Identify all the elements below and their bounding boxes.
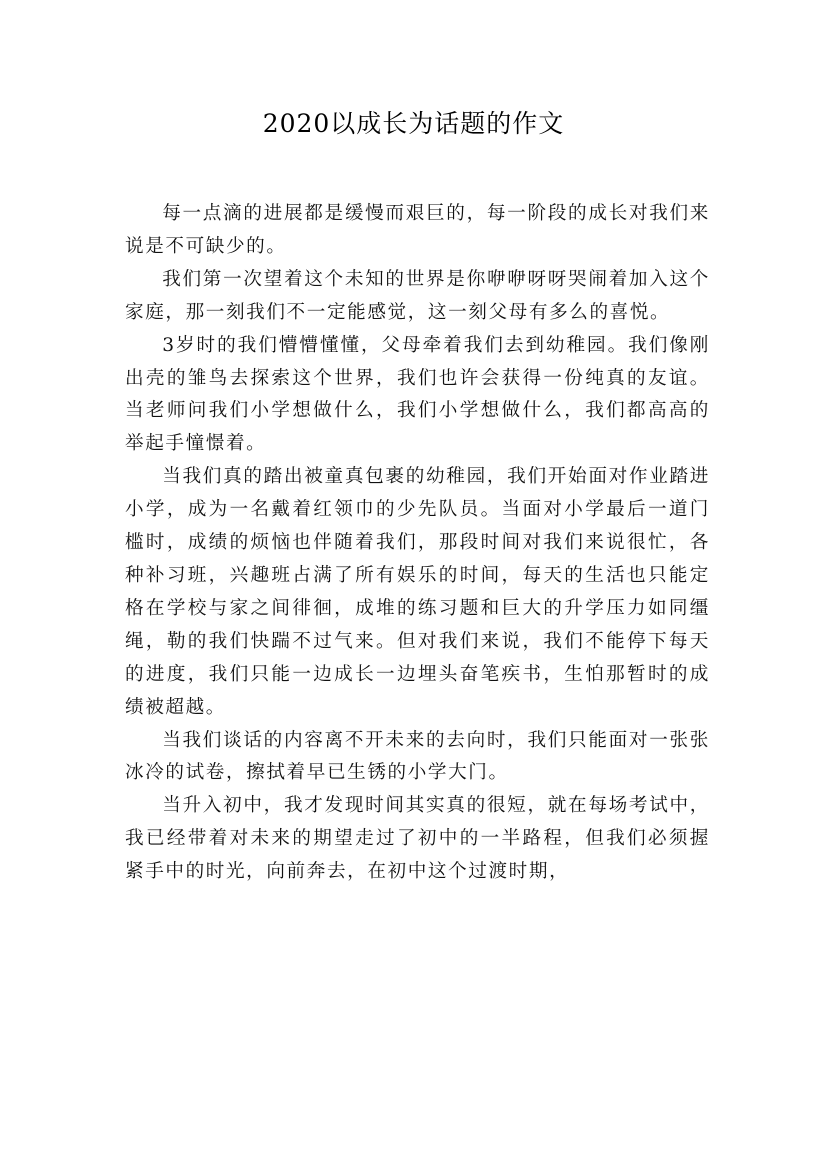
paragraph: 每一点滴的进展都是缓慢而艰巨的，每一阶段的成长对我们来说是不可缺少的。 <box>125 203 710 257</box>
paragraph: 当我们真的踏出被童真包裹的幼稚园，我们开始面对作业踏进小学，成为一名戴着红领巾的少先队员。当面对小学最后一道门槛时，成绩的烦恼也伴随着我们，那段时间对我们来说很忙，各种补习班，兴趣班占满了所有娱乐的时间，每天的生活也只能定格在学校与家之间徘徊，成堆的练习题和巨大的升学压力如同缰绳，勒的我们快踹不过气来。但对我们来说，我们不能停下每天的进度，我们只能一边成长一边埋头奋笔疾书，生怕那暂时的成绩被超越。 <box>125 466 710 718</box>
paragraph: 当升入初中，我才发现时间其实真的很短，就在每场考试中，我已经带着对未来的期望走过了初中的一半路程，但我们必须握紧手中的时光，向前奔去，在初中这个过渡时期， <box>125 795 710 883</box>
document-title: 2020以成长为话题的作文 <box>262 109 565 138</box>
paragraph: 当我们谈话的内容离不开未来的去向时，我们只能面对一张张冰冷的试卷，擦拭着早已生锈的小学大门。 <box>125 729 710 784</box>
paragraph: 我们第一次望着这个未知的世界是你咿咿呀呀哭闹着加入这个家庭，那一刻我们不一定能感觉，这一刻父母有多么的喜悦。 <box>125 268 710 323</box>
paragraph: 3岁时的我们懵懵懂懂，父母牵着我们去到幼稚园。我们像刚出壳的雏鸟去探索这个世界，我们也许会获得一份纯真的友谊。当老师问我们小学想做什么，我们小学想做什么，我们都高高的举起手憧憬着。 <box>125 334 710 455</box>
document-body <box>125 198 710 889</box>
